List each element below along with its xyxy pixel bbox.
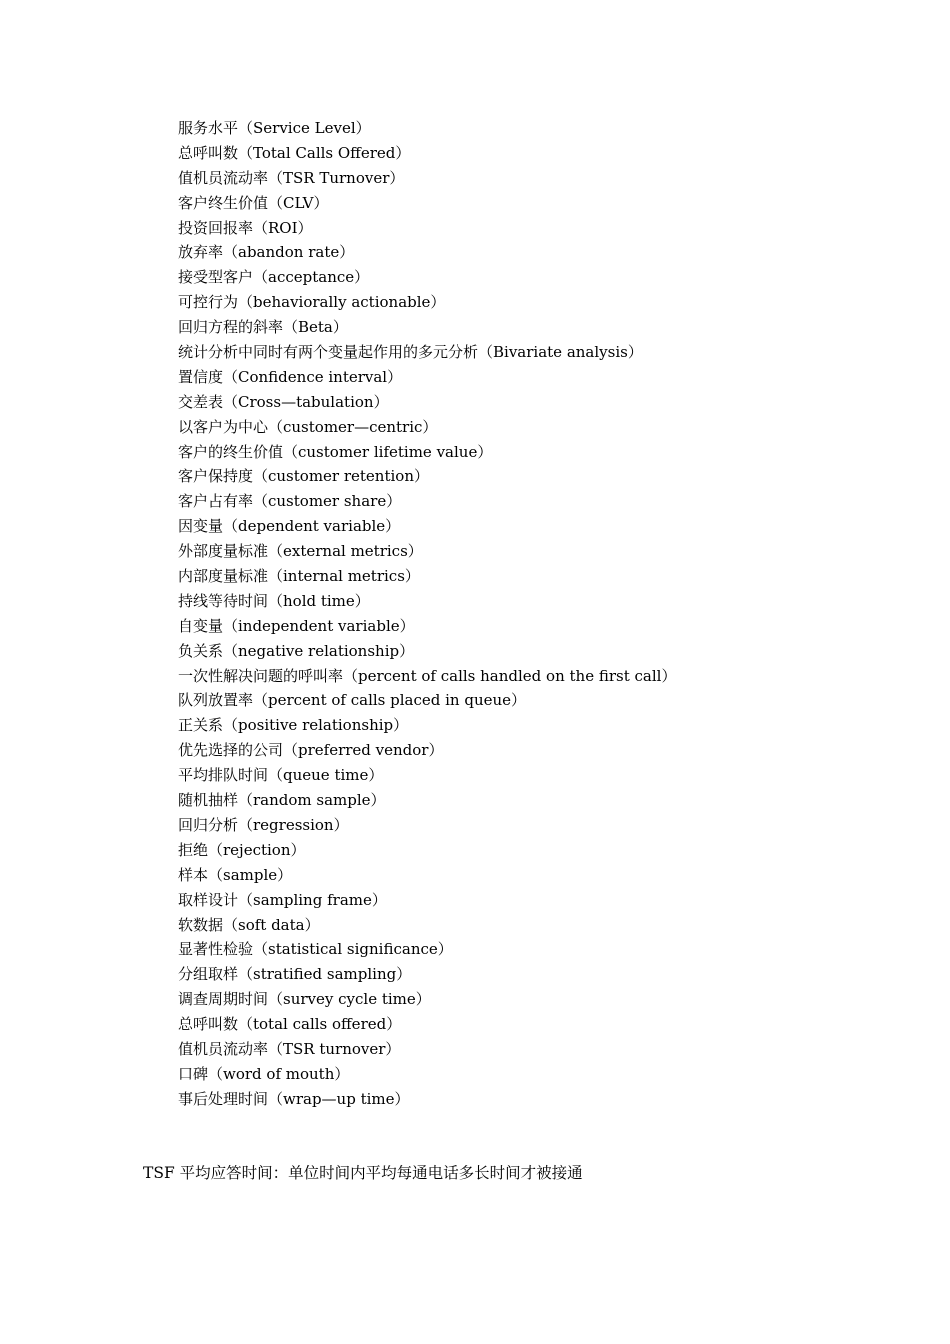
glossary-term: 队列放置率（percent of calls placed in queue） <box>178 691 527 710</box>
glossary-term: 回归分析（regression） <box>178 815 349 834</box>
glossary-term: 交差表（Cross—tabulation） <box>178 392 389 411</box>
glossary-term: 优先选择的公司（preferred vendor） <box>178 741 444 760</box>
glossary-term: 拒绝（rejection） <box>178 840 306 859</box>
glossary-term: 显著性检验（statistical significance） <box>178 940 453 959</box>
glossary-term: 置信度（Confidence interval） <box>178 367 403 386</box>
glossary-term: 因变量（dependent variable） <box>178 517 401 536</box>
glossary-term: 事后处理时间（wrap—up time） <box>178 1089 410 1108</box>
glossary-term: 总呼叫数（Total Calls Offered） <box>178 143 411 162</box>
glossary-term: 取样设计（sampling frame） <box>178 890 387 909</box>
glossary-term: 自变量（independent variable） <box>178 616 415 635</box>
glossary-term: 客户终生价值（CLV） <box>178 193 329 212</box>
glossary-term: 总呼叫数（total calls offered） <box>178 1015 402 1034</box>
glossary-term: 外部度量标准（external metrics） <box>178 542 423 561</box>
glossary-term: 服务水平（Service Level） <box>178 119 371 137</box>
glossary-term: 客户的终生价值（customer lifetime value） <box>178 442 493 461</box>
glossary-term: 值机员流动率（TSR turnover） <box>178 1039 401 1058</box>
glossary-term: 回归方程的斜率（Beta） <box>178 318 348 337</box>
glossary-term: 一次性解决问题的呼叫率（percent of calls handled on the first call） <box>178 666 677 685</box>
glossary-term: 投资回报率（ROI） <box>178 218 313 237</box>
glossary-term: 客户保持度（customer retention） <box>178 467 429 486</box>
glossary-term: 内部度量标准（internal metrics） <box>178 567 420 586</box>
glossary-term: 统计分析中同时有两个变量起作用的多元分析（Bivariate analysis） <box>178 343 643 362</box>
glossary-term: 放弃率（abandon rate） <box>178 243 355 262</box>
glossary-term: 值机员流动率（TSR Turnover） <box>178 168 405 187</box>
glossary-term: 口碑（word of mouth） <box>178 1064 350 1083</box>
glossary-term: 调查周期时间（survey cycle time） <box>178 990 431 1009</box>
glossary-term: 可控行为（behaviorally actionable） <box>178 293 446 312</box>
tsf-definition: TSF 平均应答时间：单位时间内平均每通电话多长时间才被接通 <box>143 1164 583 1182</box>
glossary-term: 接受型客户（acceptance） <box>178 268 370 287</box>
glossary-term: 随机抽样（random sample） <box>178 791 386 810</box>
glossary-term-list <box>178 116 676 1112</box>
glossary-term: 软数据（soft data） <box>178 915 320 934</box>
glossary-term: 负关系（negative relationship） <box>178 641 415 660</box>
glossary-term: 样本（sample） <box>178 865 293 884</box>
glossary-term: 平均排队时间（queue time） <box>178 766 384 785</box>
glossary-term: 分组取样（stratified sampling） <box>178 965 412 984</box>
glossary-term: 以客户为中心（customer—centric） <box>178 417 438 436</box>
glossary-term: 客户占有率（customer share） <box>178 492 402 511</box>
glossary-term: 持线等待时间（hold time） <box>178 591 370 610</box>
glossary-term: 正关系（positive relationship） <box>178 716 409 735</box>
